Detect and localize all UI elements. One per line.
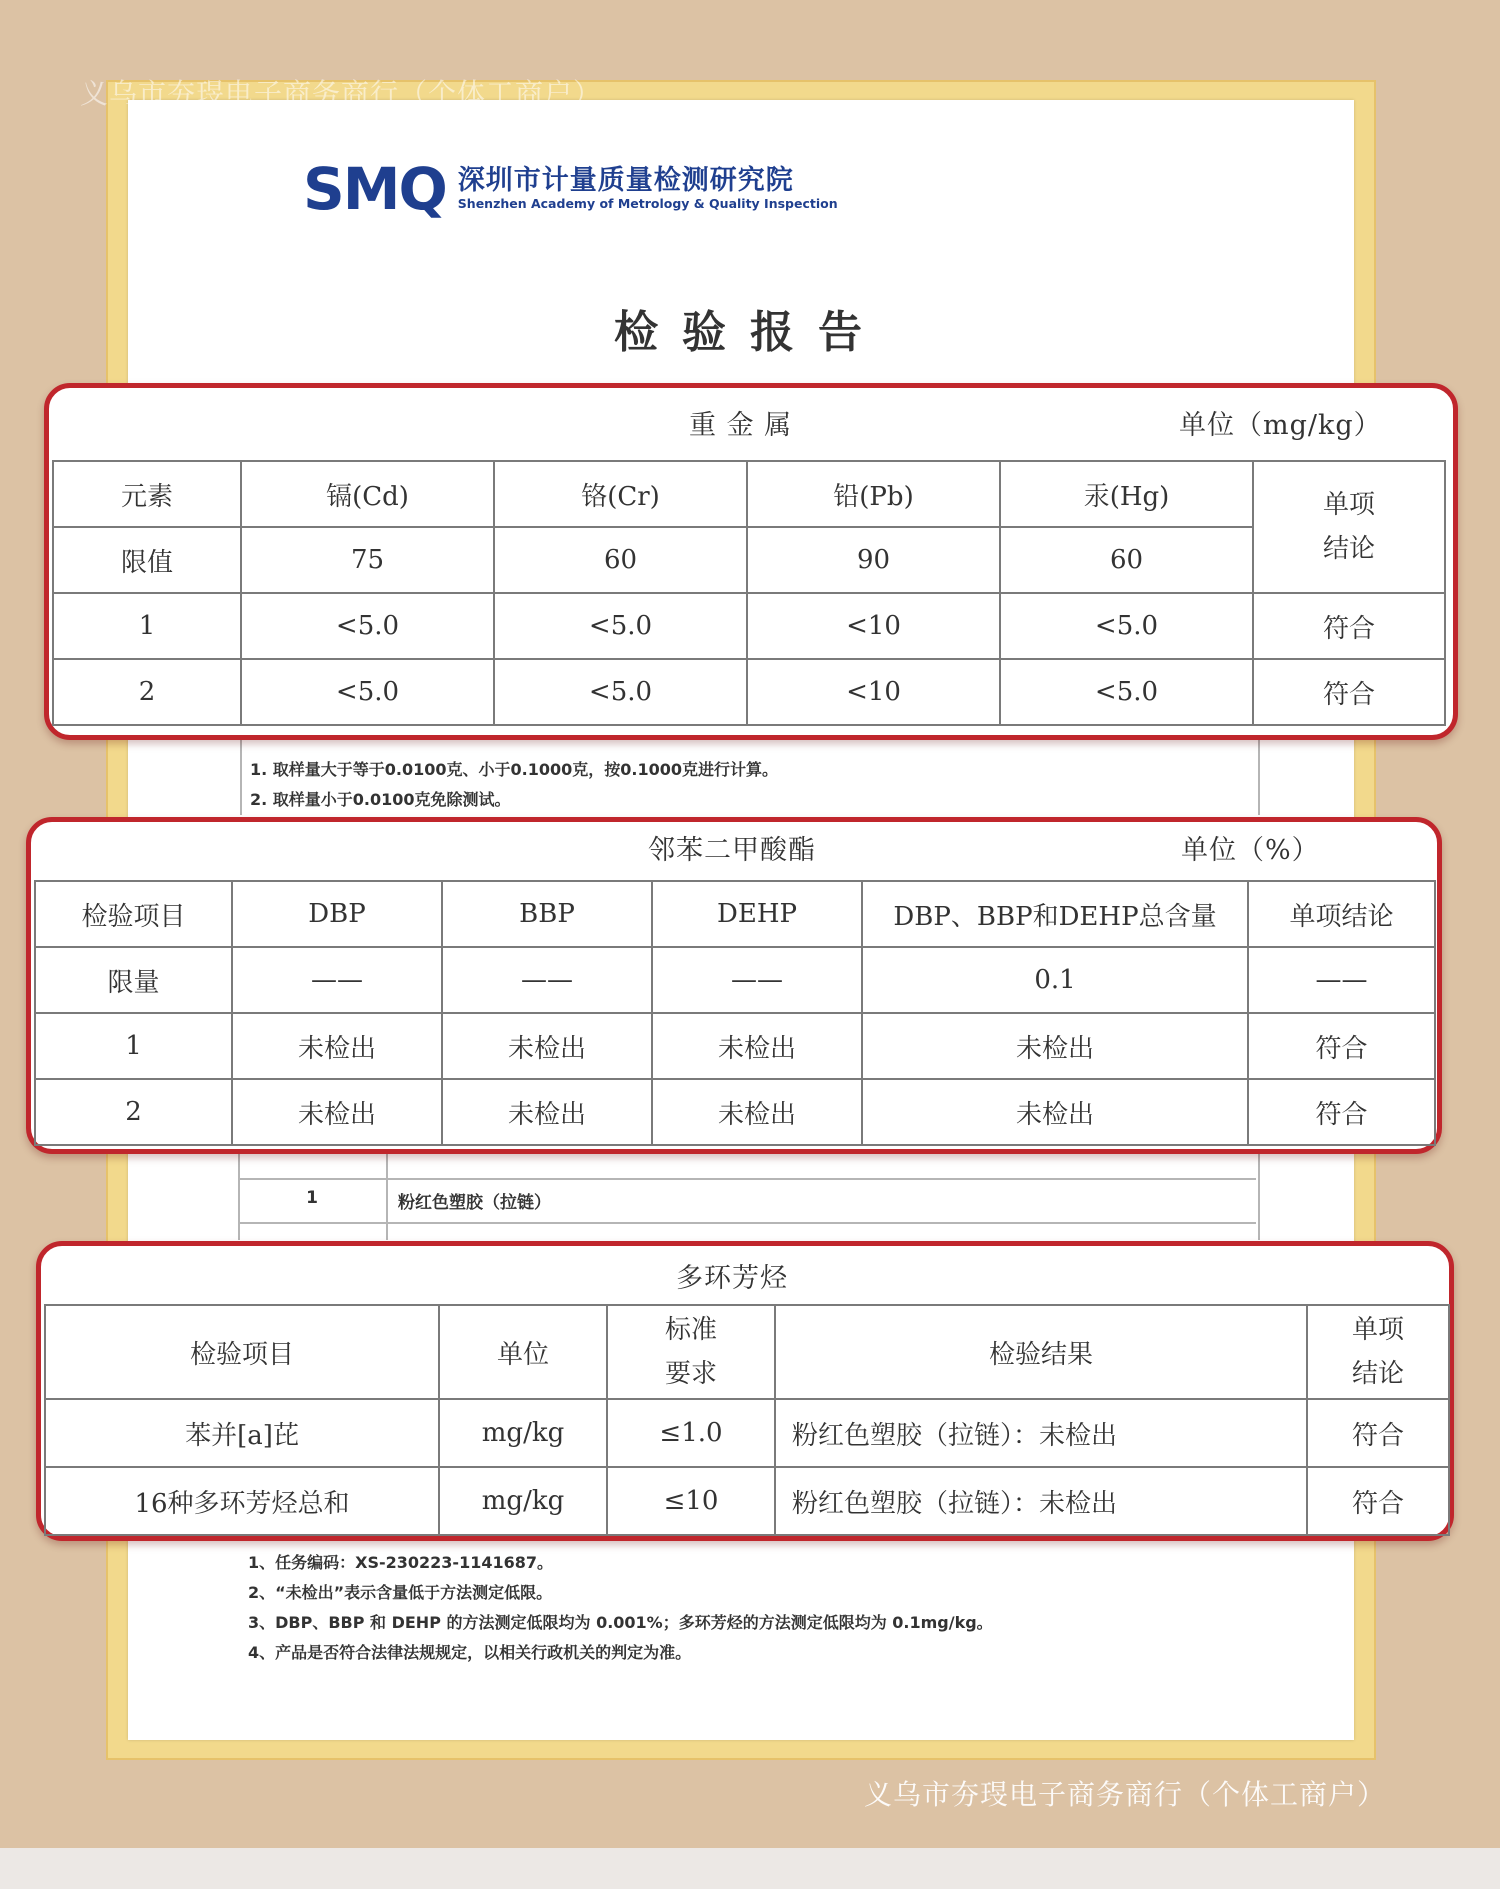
header-cell: 镉(Cd) bbox=[241, 461, 494, 527]
phthalates-unit: 单位（%） bbox=[1181, 835, 1320, 866]
table-cell: 1 bbox=[35, 1013, 232, 1079]
note-b-3: 3、DBP、BBP 和 DEHP 的方法测定低限均为 0.001%；多环芳烃的方法测定低限均为 0.1mg/kg。 bbox=[248, 1613, 993, 1632]
header-cell: 单项结论 bbox=[1248, 881, 1435, 947]
header-cell-text: 标准要求 bbox=[664, 1314, 717, 1389]
sample-row bbox=[238, 1188, 1256, 1213]
header-cell: DBP、BBP和DEHP总含量 bbox=[862, 881, 1248, 947]
table-cell: 未检出 bbox=[442, 1079, 652, 1145]
sample-table-rowline-1 bbox=[238, 1178, 1256, 1180]
header-cell: 铬(Cr) bbox=[494, 461, 747, 527]
note-b-2: 2、“未检出”表示含量低于方法测定低限。 bbox=[248, 1583, 553, 1602]
limit-cell: —— bbox=[442, 947, 652, 1013]
header-cell: 检验项目 bbox=[45, 1305, 439, 1399]
limit-cell: 90 bbox=[747, 527, 1000, 593]
table-cell: 未检出 bbox=[232, 1013, 442, 1079]
conclusion-header-text: 单项结论 bbox=[1322, 489, 1375, 564]
table-cell: <5.0 bbox=[241, 659, 494, 725]
header-cell-text: 单项结论 bbox=[1351, 1314, 1404, 1389]
note-a-1: 1. 取样量大于等于0.0100克、小于0.1000克，按0.1000克进行计算。 bbox=[250, 760, 779, 779]
table-row bbox=[53, 593, 1445, 659]
table-row bbox=[45, 1399, 1449, 1467]
table-cell: <10 bbox=[747, 593, 1000, 659]
limit-cell: —— bbox=[232, 947, 442, 1013]
table-cell: 符合 bbox=[1248, 1013, 1435, 1079]
note-b-1: 1、任务编码：XS-230223-1141687。 bbox=[248, 1553, 554, 1572]
pah-panel bbox=[36, 1241, 1454, 1541]
header-cell: BBP bbox=[442, 881, 652, 947]
watermark-top: 义乌市夯琝电子商务商行（个体工商户） bbox=[80, 77, 603, 110]
table-row bbox=[53, 461, 1445, 527]
note-a-2: 2. 取样量小于0.0100克免除测试。 bbox=[250, 790, 511, 809]
table-cell: <5.0 bbox=[1000, 659, 1253, 725]
table-row bbox=[35, 1013, 1435, 1079]
table-cell: 未检出 bbox=[862, 1079, 1248, 1145]
limit-cell: 限量 bbox=[35, 947, 232, 1013]
pah-table bbox=[44, 1304, 1450, 1536]
header-cell: 检验项目 bbox=[35, 881, 232, 947]
table-row bbox=[45, 1305, 1449, 1399]
table-cell: <5.0 bbox=[1000, 593, 1253, 659]
phthalates-title: 邻苯二甲酸酯 bbox=[648, 835, 816, 866]
phthalates-panel bbox=[26, 817, 1442, 1154]
table-cell: mg/kg bbox=[439, 1467, 607, 1535]
report-title: 检验报告 bbox=[614, 307, 886, 358]
logo-mark: SMQ bbox=[303, 155, 446, 223]
table-cell: 符合 bbox=[1307, 1467, 1449, 1535]
logo-text bbox=[458, 165, 838, 212]
heavy-metals-panel bbox=[44, 383, 1458, 740]
limit-cell: 60 bbox=[1000, 527, 1253, 593]
table-cell: ≤1.0 bbox=[607, 1399, 775, 1467]
table-cell: 符合 bbox=[1253, 593, 1445, 659]
pah-title: 多环芳烃 bbox=[676, 1263, 788, 1294]
table-cell: 2 bbox=[35, 1079, 232, 1145]
smq-logo bbox=[303, 155, 838, 223]
heavy-metals-unit: 单位（mg/kg） bbox=[1179, 410, 1382, 441]
limit-cell: —— bbox=[652, 947, 862, 1013]
phthalates-table bbox=[34, 880, 1436, 1146]
header-cell: 元素 bbox=[53, 461, 241, 527]
header-cell: 单位 bbox=[439, 1305, 607, 1399]
table-cell: <5.0 bbox=[494, 659, 747, 725]
bottom-strip bbox=[0, 1848, 1500, 1889]
table-cell: 未检出 bbox=[652, 1013, 862, 1079]
table-cell: ≤10 bbox=[607, 1467, 775, 1535]
table-cell: mg/kg bbox=[439, 1399, 607, 1467]
heavy-metals-table bbox=[52, 460, 1446, 726]
table-cell: <5.0 bbox=[241, 593, 494, 659]
table-row bbox=[53, 659, 1445, 725]
table-cell: 16种多环芳烃总和 bbox=[45, 1467, 439, 1535]
header-cell: 汞(Hg) bbox=[1000, 461, 1253, 527]
table-cell: 未检出 bbox=[232, 1079, 442, 1145]
table-row bbox=[53, 527, 1445, 593]
note-b-4: 4、产品是否符合法律法规规定，以相关行政机关的判定为准。 bbox=[248, 1643, 692, 1662]
limit-cell: 60 bbox=[494, 527, 747, 593]
limit-cell: 0.1 bbox=[862, 947, 1248, 1013]
table-cell: 未检出 bbox=[862, 1013, 1248, 1079]
table-cell: 2 bbox=[53, 659, 241, 725]
table-cell: 粉红色塑胶（拉链）：未检出 bbox=[775, 1467, 1307, 1535]
table-cell: 未检出 bbox=[442, 1013, 652, 1079]
table-row bbox=[35, 881, 1435, 947]
header-cell: DEHP bbox=[652, 881, 862, 947]
conclusion-header bbox=[1253, 461, 1445, 593]
sample-desc: 粉红色塑胶（拉链） bbox=[398, 1193, 551, 1213]
table-cell: 粉红色塑胶（拉链）：未检出 bbox=[775, 1399, 1307, 1467]
header-cell bbox=[607, 1305, 775, 1399]
table-row bbox=[35, 1079, 1435, 1145]
table-cell: <10 bbox=[747, 659, 1000, 725]
header-cell: 检验结果 bbox=[775, 1305, 1307, 1399]
header-cell bbox=[1307, 1305, 1449, 1399]
table-cell: 苯并[a]芘 bbox=[45, 1399, 439, 1467]
limit-cell: 75 bbox=[241, 527, 494, 593]
table-cell: 未检出 bbox=[652, 1079, 862, 1145]
header-cell: DBP bbox=[232, 881, 442, 947]
header-cell: 铅(Pb) bbox=[747, 461, 1000, 527]
table-row bbox=[45, 1467, 1449, 1535]
table-cell: 符合 bbox=[1307, 1399, 1449, 1467]
table-cell: 1 bbox=[53, 593, 241, 659]
table-cell: <5.0 bbox=[494, 593, 747, 659]
limit-cell: 限值 bbox=[53, 527, 241, 593]
logo-chinese-name: 深圳市计量质量检测研究院 bbox=[457, 165, 794, 197]
sample-table-rowline-2 bbox=[238, 1222, 1256, 1224]
heavy-metals-title: 重 金 属 bbox=[689, 410, 793, 441]
logo-english-name: Shenzhen Academy of Metrology & Quality Inspection bbox=[457, 196, 838, 212]
watermark-bottom: 义乌市夯琝电子商务商行（个体工商户） bbox=[864, 1778, 1387, 1811]
limit-cell: —— bbox=[1248, 947, 1435, 1013]
table-cell: 符合 bbox=[1253, 659, 1445, 725]
table-cell: 符合 bbox=[1248, 1079, 1435, 1145]
sample-index: 1 bbox=[306, 1188, 318, 1208]
table-row bbox=[35, 947, 1435, 1013]
